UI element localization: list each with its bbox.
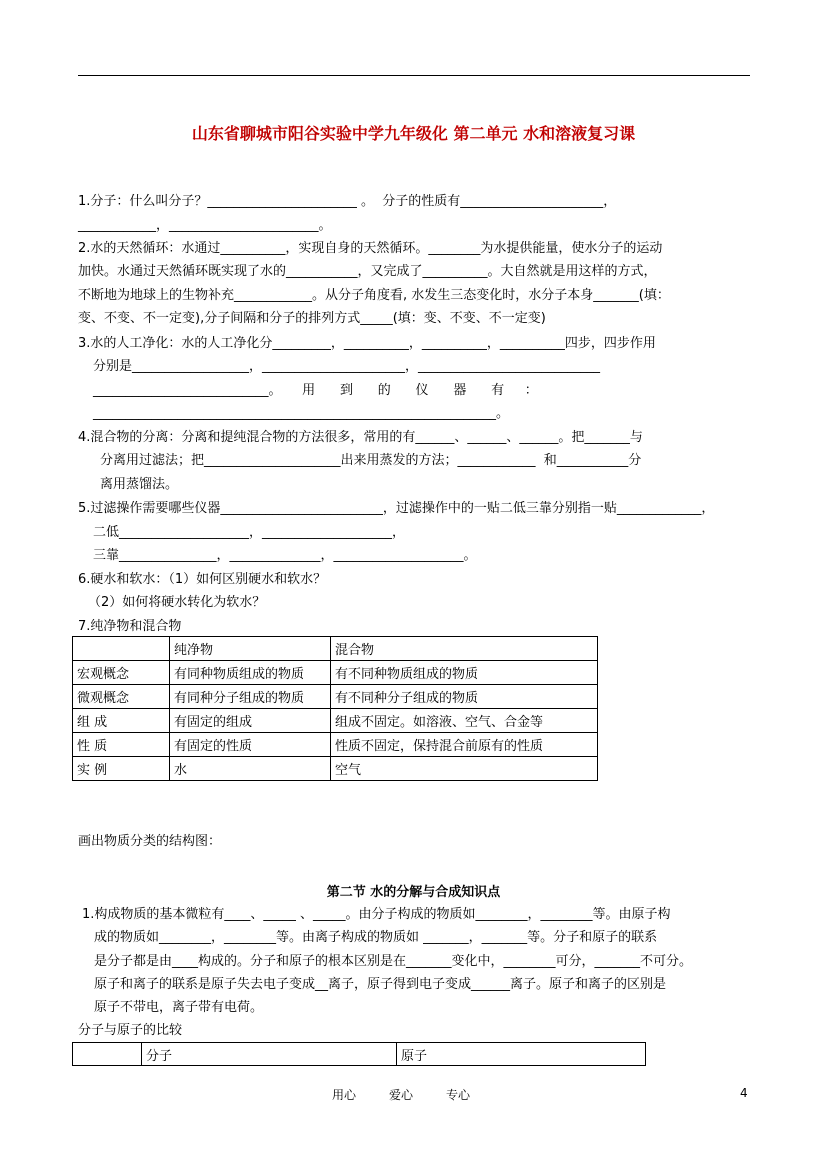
text-line: 原子和离子的联系是原子失去电子变成__离子，原子得到电子变成______离子。原子和离子的区别是: [94, 977, 667, 992]
table-cell: 纯净物: [170, 637, 331, 661]
table-cell: 组成不固定。如溶液、空气、合金等: [331, 709, 598, 733]
table-cell: [73, 637, 170, 661]
text-line: 5.过滤操作需要哪些仪器_________________________，过滤操作中的一贴二低三靠分别指一贴_____________，: [78, 501, 715, 516]
table-cell: [73, 1043, 142, 1066]
table-cell: 混合物: [331, 637, 598, 661]
footer-motto: 用心: [332, 1088, 357, 1102]
text-line: 分离用过滤法；把_____________________出来用蒸发的方法；____________ 和___________分: [100, 453, 642, 468]
text-line: （2）如何将硬水转化为软水？: [88, 595, 266, 610]
text-line: 1.分子：什么叫分子？_______________________ 。 分子的性质有______________________，: [78, 194, 617, 209]
text-line: ______________________________________________________________。: [93, 406, 509, 421]
page-number: 4: [740, 1086, 748, 1100]
text-line: 3.水的人工净化：水的人工净化分_________，__________，__________，__________四步，四步作用: [78, 336, 656, 351]
text-line: 二低____________________，____________________，: [93, 525, 406, 540]
text-line: 不断地为地球上的生物补充____________。从分子角度看, 水发生三态变化时，水分子本身_______(填：: [78, 288, 670, 303]
document-title: 山东省聊城市阳谷实验中学九年级化 第二单元 水和溶液复习课: [191, 124, 636, 143]
draw-prompt: 画出物质分类的结构图：: [78, 834, 222, 849]
text-line: 4.混合物的分离：分离和提纯混合物的方法很多，常用的有______、______、______。把_______与: [78, 430, 643, 445]
text-line: ____________，_______________________。: [78, 218, 332, 233]
table-caption: 分子与原子的比较: [78, 1023, 183, 1038]
text-line: 是分子都是由____构成的。分子和原子的根本区别是在_______变化中，________可分，_______不可分。: [94, 954, 693, 969]
table-cell: 有不同种物质组成的物质: [331, 661, 598, 685]
table-cell: 微观概念: [73, 685, 170, 709]
text-line: 成的物质如________，________等。由离子构成的物质如 _______，_______等。分子和原子的联系: [94, 930, 658, 945]
table-cell: 有固定的组成: [170, 709, 331, 733]
text-line: 2.水的天然循环：水通过__________，实现自身的天然循环。________为水提供能量，使水分子的运动: [78, 241, 663, 256]
table-cell: 有同种分子组成的物质: [170, 685, 331, 709]
text-line: 变、不变、不一定变),分子间隔和分子的排列方式_____(填：变、不变、不一定变): [78, 311, 546, 326]
footer-motto: 爱心: [389, 1088, 414, 1102]
table-cell: 有固定的性质: [170, 733, 331, 757]
table-row: [73, 733, 598, 757]
text-line: 离用蒸馏法。: [100, 477, 179, 492]
table-cell: 性质不固定，保持混合前原有的性质: [331, 733, 598, 757]
text-line: 6.硬水和软水：（1）如何区别硬水和软水？: [78, 572, 327, 587]
text-line: 7.纯净物和混合物: [78, 619, 182, 634]
table-header-row: [73, 1043, 646, 1066]
table-row: [73, 757, 598, 781]
table-cell: 水: [170, 757, 331, 781]
table-cell: 有不同种分子组成的物质: [331, 685, 598, 709]
section-title: 第二节 水的分解与合成知识点: [326, 885, 501, 900]
molecule-atom-table: [72, 1042, 646, 1066]
table-row: [73, 685, 598, 709]
table-row: [73, 661, 598, 685]
text-line: 分别是__________________，______________________，____________________________: [93, 359, 601, 374]
table-cell: 宏观概念: [73, 661, 170, 685]
table-cell: 组 成: [73, 709, 170, 733]
table-header-row: [73, 637, 598, 661]
text-line: 三靠_______________，______________，____________________。: [93, 548, 477, 563]
table-cell: 分子: [142, 1043, 397, 1066]
header-rule: [78, 75, 750, 76]
table-cell: 有同种物质组成的物质: [170, 661, 331, 685]
text-line: 1.构成物质的基本微粒有____、_____ 、_____。由分子构成的物质如________，________等。由原子构: [82, 907, 671, 922]
text-line: ___________________________。 用 到 的 仪 器 有 ：: [93, 383, 538, 398]
footer-motto: 专心: [446, 1088, 471, 1102]
table-cell: 原子: [397, 1043, 646, 1066]
text-line: 原子不带电，离子带有电荷。: [94, 1000, 264, 1015]
table-cell: 实 例: [73, 757, 170, 781]
pure-mixture-table: [72, 636, 598, 781]
text-line: 加快。水通过天然循环既实现了水的___________，又完成了__________。大自然就是用这样的方式，: [78, 264, 657, 279]
table-cell: 性 质: [73, 733, 170, 757]
table-cell: 空气: [331, 757, 598, 781]
table-row: [73, 709, 598, 733]
